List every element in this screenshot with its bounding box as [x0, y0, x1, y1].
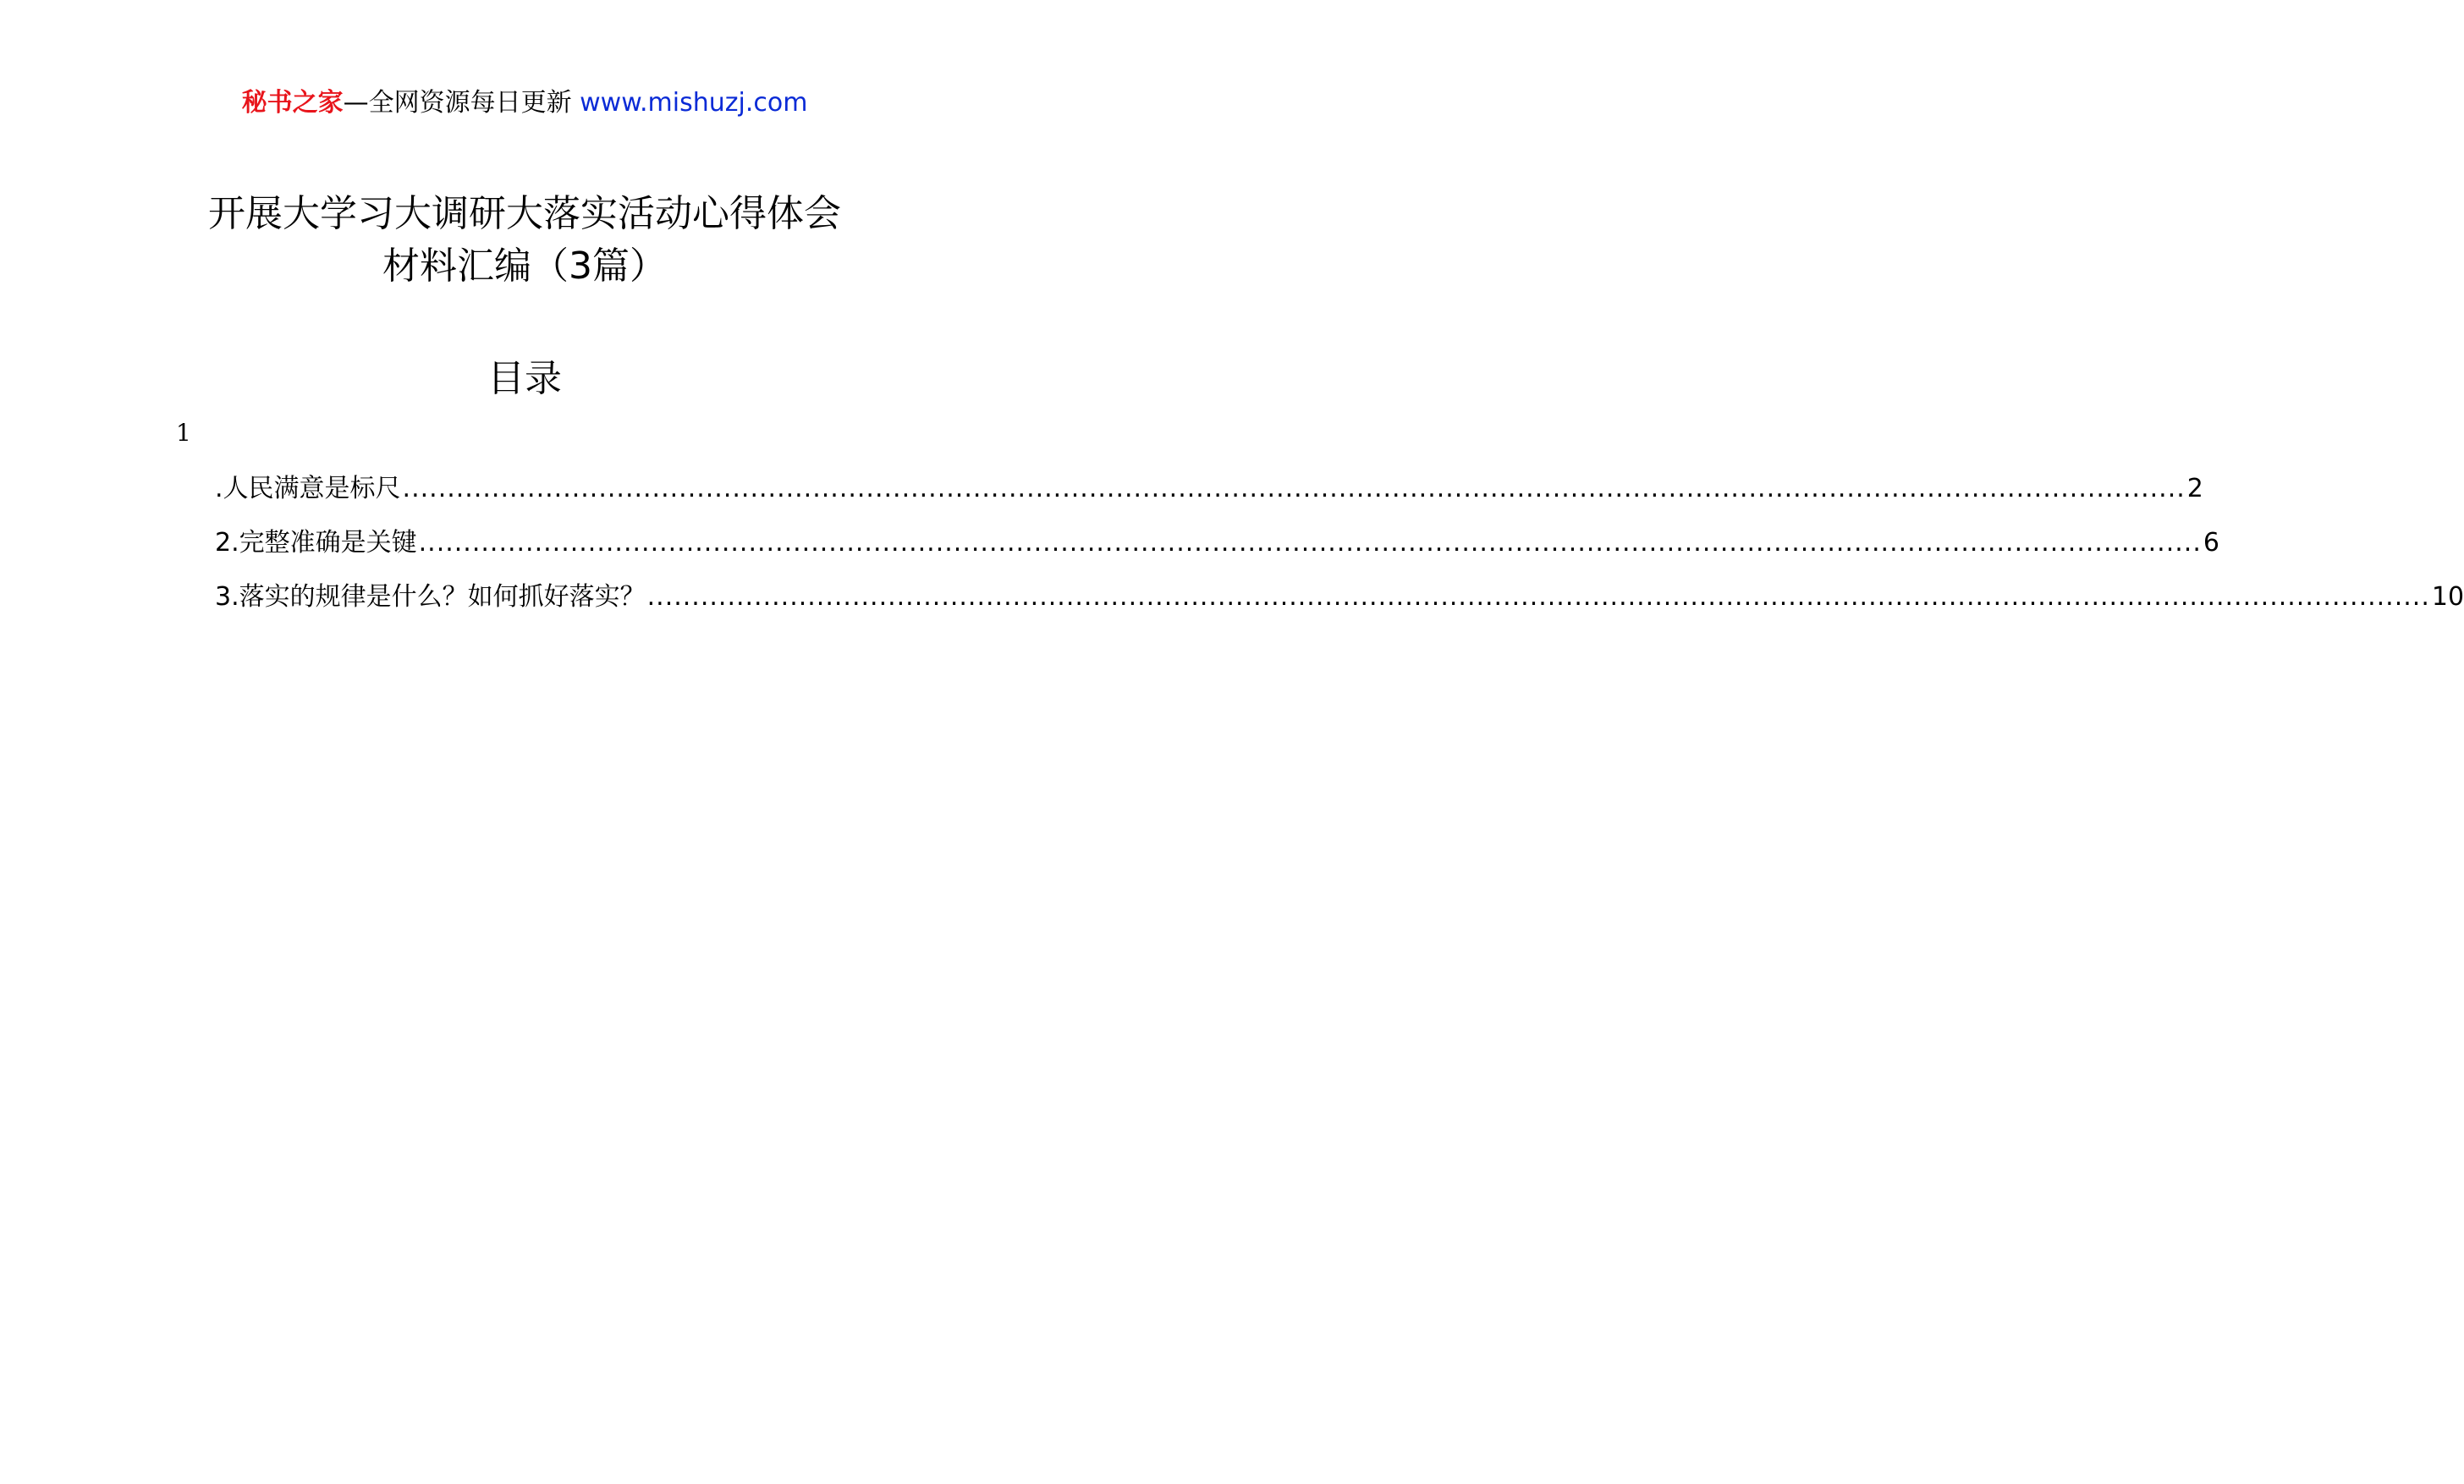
banner-slogan: —全网资源每日更新 — [343, 88, 580, 118]
document-title — [0, 188, 1049, 293]
toc-dot-leader: ........................................................................................................................................................................................................ — [402, 474, 2186, 503]
toc-entry[interactable] — [215, 579, 2464, 633]
toc-entry-page: 6 — [2203, 528, 2219, 558]
toc-entry-page: 10 — [2431, 582, 2464, 612]
toc-heading: 目录 — [487, 357, 562, 400]
toc-entry-page: 2 — [2186, 474, 2203, 503]
banner-url-link[interactable]: www.mishuzj.com — [580, 88, 808, 118]
toc-dot-leader: ........................................................................................................................................................................................................ — [646, 582, 2430, 612]
toc-entry-label: .人民满意是标尺 — [215, 474, 401, 503]
toc-list — [215, 470, 2464, 633]
toc-entry[interactable] — [215, 470, 2203, 525]
toc-entry-label: 2.完整准确是关键 — [215, 528, 417, 558]
title-line-1: 开展大学习大调研大落实活动心得体会 — [208, 192, 841, 235]
toc-entry[interactable] — [215, 525, 2219, 579]
site-banner — [0, 85, 1049, 122]
toc-stray-number: 1 — [176, 419, 191, 447]
brand-name: 秘书之家 — [241, 88, 344, 118]
toc-entry-label: 3.落实的规律是什么？如何抓好落实？ — [215, 582, 646, 612]
title-line-2: 材料汇编（3篇） — [382, 245, 667, 288]
toc-dot-leader: ........................................................................................................................................................................................................ — [418, 528, 2202, 558]
